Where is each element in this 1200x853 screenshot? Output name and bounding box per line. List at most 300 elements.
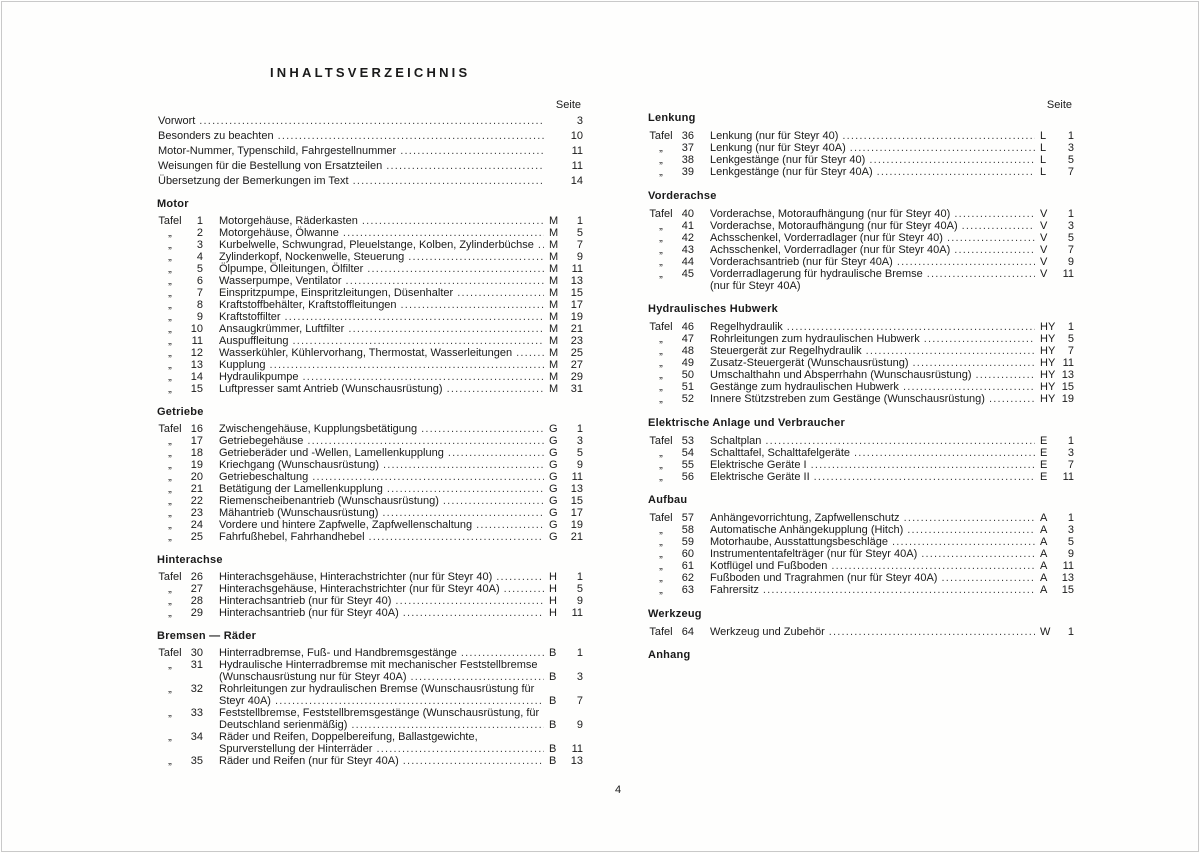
toc-entry bbox=[157, 287, 583, 299]
toc-entry bbox=[648, 154, 1074, 166]
tafel-label bbox=[157, 743, 183, 755]
entry-title: Riemenscheibenantrieb (Wunschausrüstung) bbox=[219, 495, 439, 507]
entry-title: Besonders zu beachten bbox=[158, 130, 274, 142]
tafel-label: Tafel bbox=[649, 321, 673, 333]
section-code: M bbox=[549, 215, 559, 227]
entry-page-number: 11 bbox=[1062, 267, 1074, 280]
toc-entry bbox=[157, 423, 583, 435]
dot-leader bbox=[351, 719, 544, 731]
tafel-number: 61 bbox=[681, 560, 694, 572]
section-code: M bbox=[549, 227, 559, 239]
entry-title: Elektrische Geräte I bbox=[710, 458, 807, 471]
dot-leader bbox=[976, 369, 1035, 381]
entry-title: Regelhydraulik bbox=[710, 321, 783, 333]
entry-title: Fahrfußhebel, Fahrhandhebel bbox=[219, 531, 365, 543]
entry-title: Zylinderkopf, Nockenwelle, Steuerung bbox=[219, 251, 405, 263]
entry-title: Kupplung bbox=[219, 359, 266, 371]
tafel-number: 11 bbox=[191, 335, 203, 347]
tafel-number: 32 bbox=[190, 683, 203, 695]
tafel-number: 48 bbox=[681, 345, 694, 357]
tafel-label: Tafel bbox=[158, 647, 182, 659]
entry-title: Übersetzung der Bemerkungen im Text bbox=[158, 175, 349, 187]
tafel-number: 27 bbox=[190, 583, 203, 595]
toc-entry bbox=[157, 683, 583, 695]
toc-section bbox=[648, 494, 1074, 596]
entry-title: Rohrleitungen zur hydraulischen Bremse (Wunschausrüstung für bbox=[219, 683, 535, 695]
entry-page-number: 5 bbox=[1067, 154, 1074, 166]
entry-page-number: 15 bbox=[1061, 381, 1074, 393]
section-code: L bbox=[1040, 166, 1047, 178]
tafel-number: 26 bbox=[190, 571, 203, 583]
tafel-number: 56 bbox=[681, 470, 694, 483]
dot-leader bbox=[199, 114, 544, 129]
entry-title: Achsschenkel, Vorderradlager (nur für Steyr 40A) bbox=[710, 243, 951, 256]
entry-title: Vorderradlagerung für hydraulische Bremse bbox=[710, 267, 923, 280]
intro-item bbox=[157, 144, 583, 159]
entry-title: Motor-Nummer, Typenschild, Fahrgestellnummer bbox=[158, 145, 397, 157]
tafel-number bbox=[183, 695, 203, 707]
section-code: G bbox=[549, 531, 558, 543]
tafel-label: „ bbox=[168, 707, 172, 719]
tafel-number: 51 bbox=[681, 381, 694, 393]
tafel-label: „ bbox=[168, 683, 172, 695]
section-code: W bbox=[1040, 625, 1051, 638]
toc-entry bbox=[648, 524, 1074, 536]
tafel-label: „ bbox=[168, 227, 172, 239]
toc-entry bbox=[648, 333, 1074, 345]
tafel-number: 52 bbox=[681, 393, 694, 405]
section-code: E bbox=[1040, 470, 1048, 483]
toc-entry bbox=[157, 251, 583, 263]
section-code: A bbox=[1040, 512, 1048, 524]
section-code: A bbox=[1040, 548, 1048, 560]
entry-page-number: 5 bbox=[576, 447, 583, 459]
tafel-label: „ bbox=[659, 219, 663, 232]
section-code: A bbox=[1040, 536, 1048, 548]
tafel-label: „ bbox=[659, 393, 663, 405]
section-code: H bbox=[549, 607, 557, 619]
tafel-number: 46 bbox=[681, 321, 694, 333]
section-code: L bbox=[1040, 154, 1047, 166]
tafel-label: „ bbox=[659, 548, 663, 560]
dot-leader bbox=[457, 287, 544, 299]
entry-page-number: 7 bbox=[576, 239, 583, 251]
tafel-label: „ bbox=[659, 166, 663, 178]
entry-page-number: 7 bbox=[1067, 166, 1074, 178]
section-heading: Hinterachse bbox=[157, 554, 223, 566]
entry-page-number: 11 bbox=[1062, 470, 1074, 483]
tafel-number: 3 bbox=[196, 239, 203, 251]
tafel-number: 47 bbox=[681, 333, 694, 345]
toc-entry bbox=[648, 244, 1074, 256]
section-code: HY bbox=[1040, 381, 1056, 393]
dot-leader bbox=[829, 626, 1035, 638]
section-code: M bbox=[549, 371, 559, 383]
entry-title: Fahrersitz bbox=[710, 584, 759, 596]
tafel-number: 42 bbox=[681, 231, 694, 244]
tafel-number: 38 bbox=[681, 154, 694, 166]
tafel-number: 57 bbox=[681, 512, 694, 524]
entry-page-number: 17 bbox=[570, 299, 583, 311]
toc-entry bbox=[648, 232, 1074, 244]
entry-title: Auspuffleitung bbox=[219, 335, 289, 347]
entry-title: Anhängevorrichtung, Zapfwellenschutz bbox=[710, 512, 900, 524]
entry-title: Kraftstoffbehälter, Kraftstoffleitungen bbox=[219, 299, 397, 311]
entry-page-number: 13 bbox=[570, 755, 583, 767]
dot-leader bbox=[302, 371, 544, 383]
page-column-header: Seite bbox=[555, 99, 581, 111]
tafel-number: 39 bbox=[681, 166, 694, 178]
dot-leader bbox=[448, 447, 544, 459]
dot-leader bbox=[504, 583, 544, 595]
dot-leader bbox=[403, 755, 544, 767]
toc-entry bbox=[648, 142, 1074, 154]
entry-title: Kraftstoffilter bbox=[219, 311, 281, 323]
dot-leader bbox=[411, 671, 545, 683]
entry-page-number: 1 bbox=[576, 571, 583, 583]
toc-entry bbox=[648, 220, 1074, 232]
entry-page-number: 10 bbox=[570, 130, 583, 142]
section-code: G bbox=[549, 423, 558, 435]
toc-entry bbox=[648, 345, 1074, 357]
toc-entry bbox=[648, 584, 1074, 596]
section-code: H bbox=[549, 595, 557, 607]
section-code: G bbox=[549, 483, 558, 495]
entry-page-number: 23 bbox=[570, 335, 583, 347]
entry-page-number: 1 bbox=[576, 215, 583, 227]
tafel-number: 37 bbox=[681, 142, 694, 154]
dot-leader bbox=[270, 359, 545, 371]
tafel-label: „ bbox=[659, 446, 663, 459]
section-code: M bbox=[549, 347, 559, 359]
dot-leader bbox=[842, 130, 1035, 142]
entry-page-number: 3 bbox=[1067, 446, 1074, 459]
tafel-number: 29 bbox=[190, 607, 203, 619]
tafel-label: „ bbox=[659, 142, 663, 154]
entry-page-number: 9 bbox=[1067, 255, 1074, 268]
tafel-label: „ bbox=[168, 755, 172, 767]
entry-title: Lenkgestänge (nur für Steyr 40A) bbox=[710, 166, 873, 178]
section-heading: Aufbau bbox=[648, 494, 688, 506]
entry-title: Feststellbremse, Feststellbremsgestänge (Wunschausrüstung, für bbox=[219, 707, 540, 719]
toc-entry bbox=[157, 215, 583, 227]
entry-title: Hinterradbremse, Fuß- und Handbremsgestänge bbox=[219, 647, 457, 659]
entry-title: Deutschland serienmäßig) bbox=[219, 719, 348, 731]
dot-leader bbox=[461, 647, 544, 659]
entry-page-number: 1 bbox=[576, 423, 583, 435]
entry-title: Werkzeug und Zubehör bbox=[710, 625, 825, 638]
tafel-number: 43 bbox=[681, 243, 694, 256]
tafel-label: „ bbox=[659, 458, 663, 471]
entry-title: Fußboden und Tragrahmen (nur für Steyr 40A) bbox=[710, 572, 938, 584]
entry-title: (Wunschausrüstung nur für Steyr 40A) bbox=[219, 671, 407, 683]
section-code: M bbox=[549, 359, 559, 371]
section-heading: Lenkung bbox=[648, 112, 696, 124]
tafel-number: 63 bbox=[681, 584, 694, 596]
tafel-number: 5 bbox=[196, 263, 203, 275]
entry-page-number: 1 bbox=[1067, 512, 1074, 524]
tafel-number: 53 bbox=[681, 434, 694, 447]
entry-title: Rohrleitungen zum hydraulischen Hubwerk bbox=[710, 333, 920, 345]
entry-title: Hydraulische Hinterradbremse mit mechanischer Feststellbremse bbox=[219, 659, 538, 671]
entry-title: Achsschenkel, Vorderradlager (nur für Steyr 40) bbox=[710, 231, 943, 244]
section-heading: Elektrische Anlage und Verbraucher bbox=[648, 416, 845, 429]
tafel-number: 24 bbox=[190, 519, 203, 531]
section-code: G bbox=[549, 519, 558, 531]
tafel-number: 50 bbox=[681, 369, 694, 381]
entry-page-number: 11 bbox=[571, 607, 583, 619]
entry-title: Zwischengehäuse, Kupplungsbetätigung bbox=[219, 423, 418, 435]
tafel-label: Tafel bbox=[158, 423, 182, 435]
tafel-number: 22 bbox=[190, 495, 203, 507]
dot-leader bbox=[367, 263, 544, 275]
entry-page-number: 1 bbox=[1067, 207, 1074, 220]
entry-page-number: 17 bbox=[570, 507, 583, 519]
tafel-number: 15 bbox=[190, 383, 203, 395]
entry-title: Hinterachsgehäuse, Hinterachstrichter (nur für Steyr 40) bbox=[219, 571, 493, 583]
entry-page-number: 7 bbox=[576, 695, 583, 707]
toc-entry bbox=[157, 495, 583, 507]
entry-page-number: 21 bbox=[570, 323, 583, 335]
tafel-label: „ bbox=[659, 333, 663, 345]
tafel-number: 36 bbox=[681, 130, 694, 142]
section-code: L bbox=[1040, 142, 1047, 154]
tafel-number: 12 bbox=[190, 347, 203, 359]
entry-title: Vordere und hintere Zapfwelle, Zapfwellenschaltung bbox=[219, 519, 473, 531]
entry-page-number: 21 bbox=[570, 531, 583, 543]
toc-entry bbox=[648, 512, 1074, 524]
dot-leader bbox=[293, 335, 544, 347]
entry-page-number: 29 bbox=[570, 371, 583, 383]
section-code: V bbox=[1040, 267, 1048, 280]
entry-title: Motorgehäuse, Ölwanne bbox=[219, 227, 339, 239]
toc-entry bbox=[648, 447, 1074, 459]
section-code: M bbox=[549, 275, 559, 287]
entry-page-number: 7 bbox=[1067, 458, 1074, 471]
entry-code bbox=[549, 144, 567, 159]
dot-leader bbox=[386, 159, 544, 174]
toc-entry bbox=[157, 311, 583, 323]
toc-entry bbox=[648, 548, 1074, 560]
section-code: A bbox=[1040, 584, 1048, 596]
entry-page-number: 27 bbox=[570, 359, 583, 371]
section-code: HY bbox=[1040, 393, 1056, 405]
tafel-label: „ bbox=[168, 595, 172, 607]
entry-title: Hydraulikpumpe bbox=[219, 371, 299, 383]
entry-title: Steyr 40A) bbox=[219, 695, 271, 707]
entry-page-number: 3 bbox=[1067, 219, 1074, 232]
dot-leader bbox=[408, 251, 544, 263]
toc-entry bbox=[157, 447, 583, 459]
toc-entry bbox=[157, 239, 583, 251]
toc-entry bbox=[648, 357, 1074, 369]
entry-page-number: 31 bbox=[570, 383, 583, 395]
toc-entry bbox=[157, 371, 583, 383]
entry-page-number: 11 bbox=[571, 145, 583, 157]
toc-entry-continuation bbox=[157, 671, 583, 683]
section-code: B bbox=[549, 695, 557, 707]
toc-entry bbox=[157, 359, 583, 371]
section-code: M bbox=[549, 287, 559, 299]
tafel-label: „ bbox=[168, 287, 172, 299]
entry-page-number: 5 bbox=[1067, 333, 1074, 345]
entry-page-number: 7 bbox=[1067, 345, 1074, 357]
tafel-label: „ bbox=[659, 524, 663, 536]
tafel-label: „ bbox=[168, 507, 172, 519]
tafel-number: 21 bbox=[190, 483, 203, 495]
toc-entry bbox=[157, 755, 583, 767]
toc-section bbox=[648, 608, 1074, 638]
toc-entry bbox=[157, 583, 583, 595]
entry-page-number: 11 bbox=[571, 160, 583, 172]
toc-entry bbox=[157, 263, 583, 275]
tafel-label: „ bbox=[659, 572, 663, 584]
dot-leader bbox=[285, 311, 544, 323]
tafel-label: Tafel bbox=[158, 571, 182, 583]
section-code: HY bbox=[1040, 345, 1056, 357]
tafel-number: 34 bbox=[190, 731, 203, 743]
entry-page-number: 7 bbox=[1067, 243, 1074, 256]
dot-leader bbox=[763, 584, 1035, 596]
entry-title: Spurverstellung der Hinterräder bbox=[219, 743, 373, 755]
tafel-number: 31 bbox=[190, 659, 203, 671]
tafel-label bbox=[648, 280, 674, 292]
tafel-label bbox=[157, 719, 183, 731]
toc-entry bbox=[157, 275, 583, 287]
dot-leader bbox=[421, 423, 544, 435]
section-heading: Motor bbox=[157, 198, 189, 210]
dot-leader bbox=[765, 435, 1035, 447]
tafel-label: Tafel bbox=[649, 130, 673, 142]
entry-title: Schalttafel, Schalttafelgeräte bbox=[710, 446, 851, 459]
toc-entry-continuation bbox=[648, 280, 1074, 292]
dot-leader bbox=[811, 459, 1035, 471]
dot-leader bbox=[395, 595, 544, 607]
entry-page-number: 9 bbox=[576, 719, 583, 731]
toc-section bbox=[648, 649, 1074, 661]
entry-page-number: 14 bbox=[570, 175, 583, 187]
dot-leader bbox=[312, 471, 544, 483]
section-code: M bbox=[549, 311, 559, 323]
entry-page-number: 15 bbox=[1061, 584, 1074, 596]
toc-entry bbox=[648, 560, 1074, 572]
entry-page-number: 3 bbox=[576, 435, 583, 447]
dot-leader bbox=[892, 536, 1035, 548]
section-code: G bbox=[549, 435, 558, 447]
toc-section bbox=[157, 198, 583, 395]
toc-entry bbox=[648, 393, 1074, 405]
entry-title: Räder und Reifen, Doppelbereifung, Ballastgewichte, bbox=[219, 731, 478, 743]
tafel-number: 18 bbox=[190, 447, 203, 459]
entry-title: Zusatz-Steuergerät (Wunschausrüstung) bbox=[710, 357, 909, 369]
entry-page-number: 19 bbox=[570, 519, 583, 531]
toc-entry bbox=[157, 571, 583, 583]
entry-title: Mähantrieb (Wunschausrüstung) bbox=[219, 507, 379, 519]
entry-title: Getriebeschaltung bbox=[219, 471, 309, 483]
entry-page-number: 19 bbox=[570, 311, 583, 323]
tafel-label: Tafel bbox=[649, 512, 673, 524]
toc-entry bbox=[648, 130, 1074, 142]
dot-leader bbox=[850, 142, 1035, 154]
dot-leader bbox=[989, 393, 1035, 405]
entry-title: Kurbelwelle, Schwungrad, Pleuelstange, Kolben, Zylinderbüchse bbox=[219, 239, 534, 251]
entry-page-number: 1 bbox=[1067, 130, 1074, 142]
page-column-header: Seite bbox=[1046, 99, 1072, 111]
tafel-label: „ bbox=[168, 359, 172, 371]
entry-title: Ansaugkrümmer, Luftfilter bbox=[219, 323, 345, 335]
tafel-label: Tafel bbox=[649, 207, 673, 220]
tafel-label: „ bbox=[659, 345, 663, 357]
section-code: A bbox=[1040, 572, 1048, 584]
toc-entry bbox=[157, 335, 583, 347]
toc-entry bbox=[157, 731, 583, 743]
tafel-number: 45 bbox=[681, 267, 694, 280]
tafel-label: „ bbox=[168, 251, 172, 263]
section-code: M bbox=[549, 335, 559, 347]
tafel-number: 59 bbox=[681, 536, 694, 548]
entry-code bbox=[549, 114, 567, 129]
tafel-number: 13 bbox=[190, 359, 203, 371]
tafel-label: „ bbox=[168, 731, 172, 743]
toc-entry bbox=[157, 507, 583, 519]
dot-leader bbox=[387, 483, 544, 495]
tafel-number: 14 bbox=[190, 371, 203, 383]
section-code: L bbox=[1040, 130, 1047, 142]
entry-title: Einspritzpumpe, Einspritzleitungen, Düsenhalter bbox=[219, 287, 454, 299]
entry-page-number: 9 bbox=[1067, 548, 1074, 560]
tafel-label: „ bbox=[168, 471, 172, 483]
tafel-label: Tafel bbox=[649, 434, 673, 447]
dot-leader bbox=[814, 471, 1035, 483]
toc-entry bbox=[157, 659, 583, 671]
section-code: G bbox=[549, 495, 558, 507]
tafel-label: „ bbox=[659, 369, 663, 381]
section-code: HY bbox=[1040, 369, 1056, 381]
section-code: M bbox=[549, 299, 559, 311]
dot-leader bbox=[538, 239, 544, 251]
dot-leader bbox=[897, 256, 1035, 268]
tafel-number: 40 bbox=[681, 207, 694, 220]
tafel-number bbox=[183, 671, 203, 683]
toc-entry bbox=[157, 459, 583, 471]
section-heading: Getriebe bbox=[157, 406, 204, 418]
entry-page-number: 15 bbox=[570, 287, 583, 299]
section-code: M bbox=[549, 383, 559, 395]
tafel-number: 8 bbox=[196, 299, 203, 311]
entry-page-number: 15 bbox=[570, 495, 583, 507]
dot-leader bbox=[447, 383, 544, 395]
entry-page-number: 3 bbox=[1067, 524, 1074, 536]
section-code: HY bbox=[1040, 357, 1056, 369]
entry-page-number: 9 bbox=[576, 459, 583, 471]
entry-title: Hinterachsantrieb (nur für Steyr 40A) bbox=[219, 607, 399, 619]
section-code: E bbox=[1040, 434, 1048, 447]
dot-leader bbox=[904, 512, 1035, 524]
section-code: HY bbox=[1040, 333, 1056, 345]
tafel-label bbox=[157, 695, 183, 707]
dot-leader bbox=[924, 333, 1035, 345]
tafel-number: 28 bbox=[190, 595, 203, 607]
section-code: G bbox=[549, 507, 558, 519]
toc-entry bbox=[157, 299, 583, 311]
toc-section bbox=[157, 630, 583, 767]
tafel-number: 35 bbox=[190, 755, 203, 767]
document-title: INHALTSVERZEICHNIS bbox=[270, 65, 471, 80]
entry-page-number: 13 bbox=[1061, 572, 1074, 584]
entry-page-number: 13 bbox=[570, 275, 583, 287]
dot-leader bbox=[382, 507, 544, 519]
tafel-number: 2 bbox=[196, 227, 203, 239]
